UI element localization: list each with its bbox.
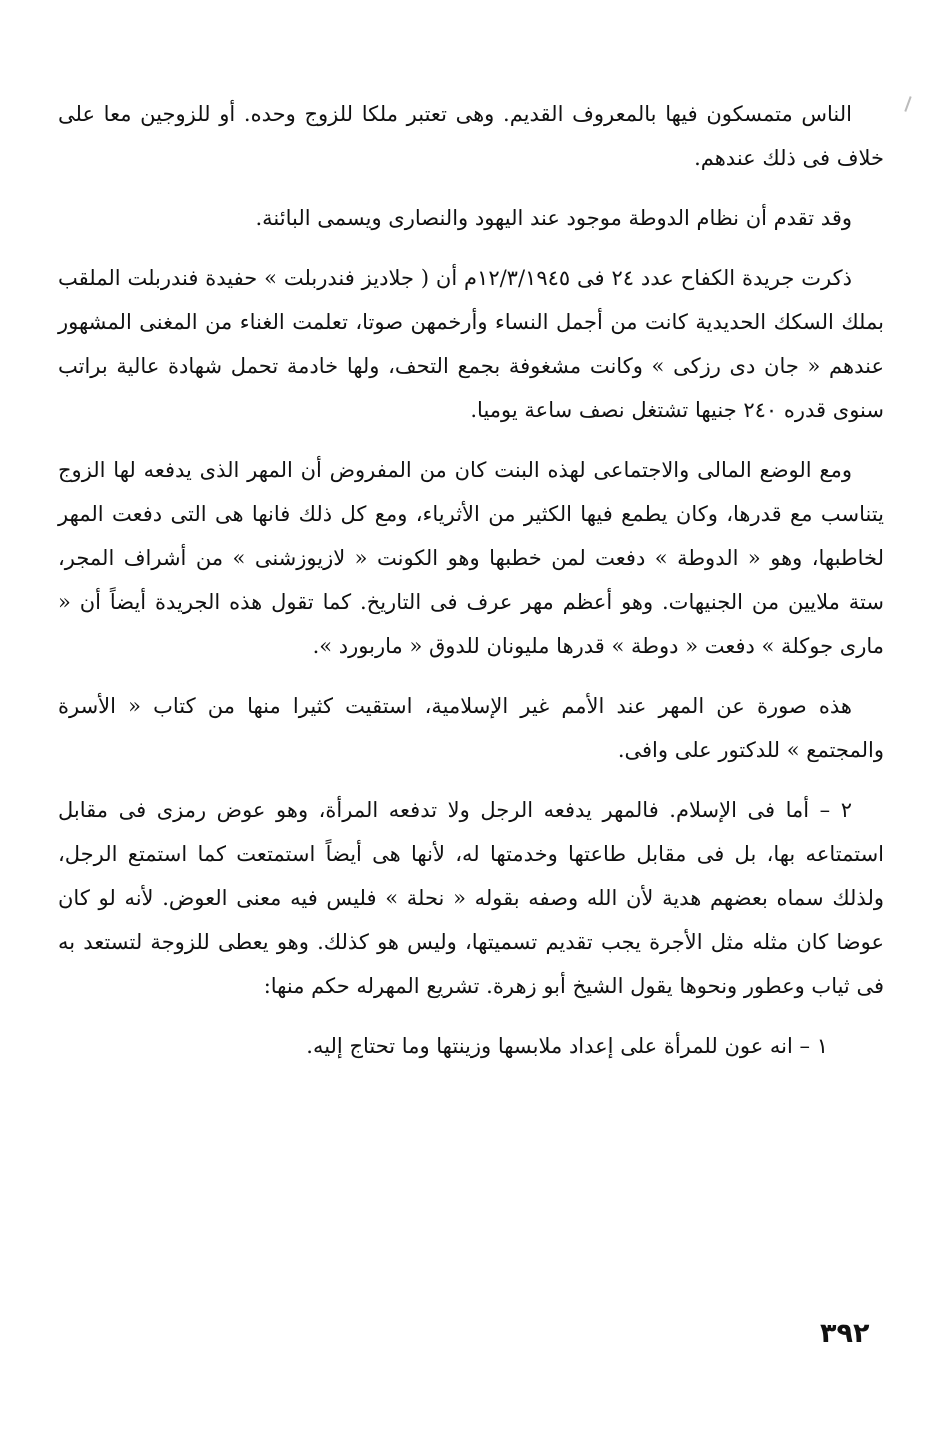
paragraph-5: هذه صورة عن المهر عند الأمم غير الإسلامية، استقيت كثيرا منها من كتاب « الأسرة والمجتمع » للدكتور على وافى.	[58, 694, 884, 762]
paragraph-6: ٢ – أما فى الإسلام. فالمهر يدفعه الرجل ولا تدفعه المرأة، وهو عوض رمزى فى مقابل استمتاعه بها، بل فى مقابل طاعتها وخدمتها له، لأنها هى أيضاً استمتعت كما استمتع الرجل، ولذلك سماه بعضهم هدية لأن الله وصفه بقوله « نحلة » فليس فيه معنى العوض. لأنه لو كان عوضا كان مثله مثل الأجرة يجب تقديم تسميتها، وليس هو كذلك. وهو يعطى للزوجة لتستعد به فى ثياب وعطور ونحوها يقول الشيخ أبو زهرة. تشريع المهرله حكم منها:	[58, 798, 884, 998]
paragraph-2: وقد تقدم أن نظام الدوطة موجود عند اليهود والنصارى ويسمى البائنة.	[255, 206, 852, 230]
body-text	[58, 92, 884, 1084]
list-item-1: ١ – انه عون للمرأة على إعداد ملابسها وزينتها وما تحتاج إليه.	[306, 1034, 828, 1058]
page-number: ٣٩٢	[820, 1318, 870, 1349]
paragraph-1: الناس متمسكون فيها بالمعروف القديم. وهى تعتبر ملكا للزوج وحده. أو للزوجين معا على خلاف فى ذلك عندهم.	[58, 102, 884, 170]
paragraph-4: ومع الوضع المالى والاجتماعى لهذه البنت كان من المفروض أن المهر الذى يدفعه لها الزوج يتناسب مع قدرها، وكان يطمع فيها الكثير من الأثرياء، ومع كل ذلك فانها هى التى دفعت المهر لخاطبها، وهو « الدوطة » دفعت لمن خطبها وهو الكونت « لازيوزشنى » من أشراف المجر، ستة ملايين من الجنيهات. وهو أعظم مهر عرف فى التاريخ. كما تقول هذه الجريدة أيضاً أن « مارى جوكلة » دفعت « دوطة » قدرها مليونان للدوق « ماربورد ».	[58, 458, 884, 658]
scan-mark	[904, 96, 911, 112]
paragraph-3: ذكرت جريدة الكفاح عدد ٢٤ فى ١٢/٣/١٩٤٥م أن ( جلاديز فندربلت » حفيدة فندربلت الملقب بملك السكك الحديدية كانت من أجمل النساء وأرخمهن صوتا، تعلمت الغناء من المغنى المشهور عندهم « جان دى رزكى » وكانت مشغوفة بجمع التحف، ولها خادمة تحمل شهادة عالية براتب سنوى قدره ٢٤٠ جنيها تشتغل نصف ساعة يوميا.	[58, 266, 884, 422]
